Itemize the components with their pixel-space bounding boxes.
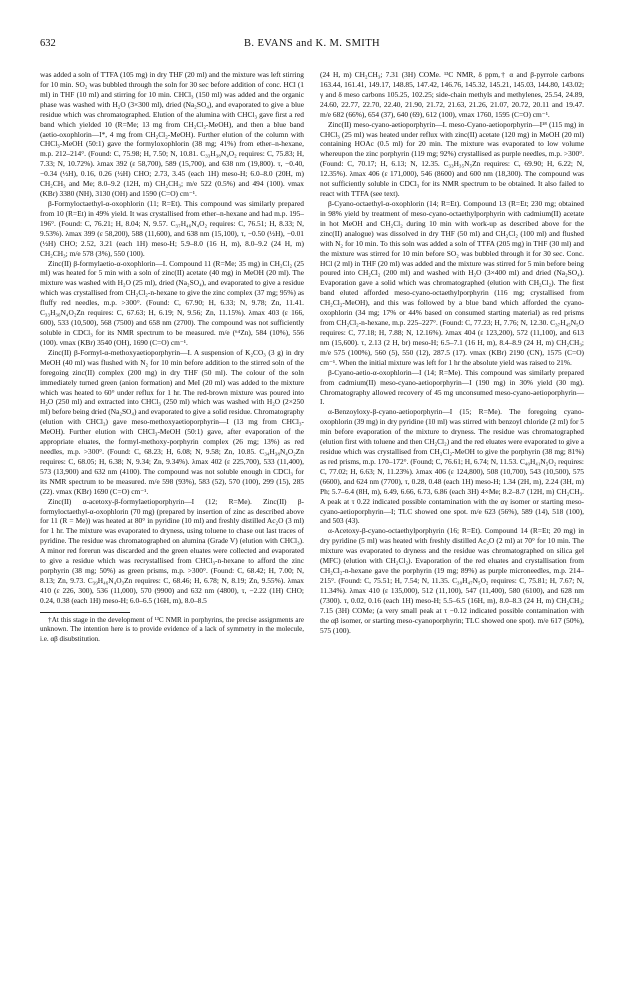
paragraph: α-Benzoyloxy-β-cyano-aetioporphyrin—I (15; R=Me). The foregoing cyano-oxophlorin (39 mg) in dry pyridine (10 ml) was stirred with benzoyl chloride (2 ml) for 5 min before evaporation of the mixture to dryness. The residue was chromatographed (elution first with toluene and then CH₂Cl₂) and the red eluates were evaporated to give a residue which was crystallised from CH₂Cl₂-MeOH to give the porphyrin (38 mg; 81%) as red prisms, m.p. 170–172°. (Found; C, 76.61; H, 6.74; N, 11.53. C₄₀H₄₁N₅O₂ requires: C, 77.02; H, 6.63; N, 11.23%). λmax 406 (ε 124,800), 508 (10,700), 543 (10,500), 575 (6600), and 624 nm (7700), τ, 0.28, 0.48 (each 1H) meso-H; 1.34 (2H, m), 2.24 (3H, m) Ph; 5.7–6.4 (8H, m), 6.49, 6.66, 6.73, 6.86 (each 3H) 4×Me; 8.2–8.7 (12H, m) CH₂CH₃. A peak at τ 0.22 indicated possible contamination with the αγ isomer or starting meso-cyano-aetioporphyrin—I; TLC showed one spot. m/e 623 (56%), 589 (14), 518 (100), and 503 (43). (320, 407, 584, 526)
two-column-body (40, 70, 584, 644)
footnote: †At this stage in the development of ¹³C NMR in porphyrins, the precise assignments are unknown. The intention here is to provide evidence of a lack of symmetry in the molecule, i.e. αβ disubstitution. (40, 615, 304, 643)
paragraph: Zinc(II) β-formylaetio-α-oxophlorin—I. Compound 11 (R=Me; 35 mg) in CH₂Cl₂ (25 ml) was heated for 5 min with a soln of zinc(II) acetate (40 mg) in MeOH (20 ml). The mixture was washed with H₂O (25 ml), dried (Na₂SO₄), and evaporated to give a residue which was crystallised from CH₂Cl₂-n-hexane to give the zinc complex (37 mg; 95%) as fluffy red needles, m.p. >300°. (Found: C, 67.90; H, 6.33; N, 9.78; Zn, 11.41. C₃₃H₃₆N₄O₂Zn requires: C, 67.63; H, 6.19; N, 9.56; Zn, 11.15%). λmax 403 (ε 166, 600), 533 (10,500), 568 (7500) and 658 nm (2700). The compound was not sufficiently soluble in CDCl₃ for its NMR spectrum to be measured. m/e (⁶⁴Zn), 584 (10%), 556 (100). νmax (KBr) 3540 (OH), 1690 (C=O) cm⁻¹. (40, 258, 304, 347)
page-header (40, 38, 584, 56)
paragraph: Zinc(II) β-Formyl-α-methoxyaetioporphyrin—I. A suspension of K₂CO₃ (3 g) in dry MeOH (40 ml) was flushed with N₂ for 10 min before addition to the stirred soln of the foregoing zinc(II) complex (200 mg) in dry THF (50 ml). The colour of the soln immediately turned green (anion formation) and MeI (20 ml) was added to the mixture which was heated to 60° under reflux for 1 hr. The red-brown mixture was poured into H₂O (250 ml) and extracted into CHCl₃ (250 ml) which was washed with H₂O (2×250 ml) before being dried (Na₂SO₄) and evaporated to give a solid residue. Chromatography (elution with CHCl₃) gave meso-methoxyaetioporphyrin—I (13 mg from CHCl₃-MeOH). Further elution with CHCl₃-MeOH (50:1) gave, after evaporation of the appropriate eluates, the formyl-methoxy-porphyrin complex (26 mg; 13%) as red needles, m.p. >300°. (Found: C, 68.23; H, 6.08; N, 9.58; Zn, 10.85. C₃₄H₃₈N₄O₂Zn requires: C, 68.05; H, 6.38; N, 9.34; Zn, 9.34%). λmax 402 (ε 225,700), 533 (11,400), 573 (13,900) and 632 nm (4100). The compound was not soluble enough in CDCl₃ for its NMR spectrum to be measured. m/e 598 (93%), 583 (52), 570 (100), 299 (15), 285 (22). νmax (KBr) 1690 (C=O) cm⁻¹. (40, 347, 304, 496)
paragraph: β-Formyloctaethyl-α-oxophlorin (11; R=Et). This compound was similarly prepared from 10 (R=Et) in 49% yield. It was crystallised from ether–n-hexane and had m.p. 195–196°. (Found: C, 76.21; H, 8.04; N, 9.57. C₃₇H₄₆N₄O₂ requires: C, 76.51; H, 8.33; N, 9.53%). λmax 399 (ε 58,200), 588 (11,600), and 638 nm (15,100), τ, −0.50 (½H), −0.01 (½H) CHO; 2.52, 3.21 (each 1H) meso-H; 5.9–8.0 (16 H, m), 8.0–9.2 (24 H, m) CH₂CH₃; m/e 578 (3%), 550 (100). (40, 198, 304, 258)
paragraph: Zinc(II) meso-cyano-aetioporphyrin—I. meso-Cyano-aetioporphyrin—I¹⁸ (115 mg) in CHCl₃ (25 ml) was heated under reflux with zinc(II) acetate (120 mg) in MeOH (20 ml) containing HOAc (0.5 ml) for 20 min. The mixture was evaporated to low volume whereupon the zinc porphyrin (119 mg; 92%) crystallised as purple needles, m.p. >300°. (Found: C, 70.17; H, 6.13; N, 12.35. C₃₃H₃₅N₅Zn requires: C, 69.90; H, 6.22; N, 12.35%). λmax 406 (ε 171,000), 546 (8600) and 600 nm (18,300). The compound was not sufficiently soluble in CDCl₃ for its NMR spectrum to be obtained. It also failed to react with TTFA (see text). (320, 119, 584, 199)
footnote-divider (40, 612, 130, 613)
right-column (320, 70, 584, 644)
paragraph: β-Cyano-octaethyl-α-oxophlorin (14; R=Et). Compound 13 (R=Et; 230 mg; obtained in 98% yield by treatment of meso-cyano-octaethylporphyrin with cadmium(II) acetate in hot MeOH and CH₂Cl₂ during 10 min with work-up as described above for the zinc(II) analogue) was dissolved in dry THF (50 ml) and CH₂Cl₂ (100 ml) and flushed with N₂ for 10 min. To this soln was added a soln of TTFA (205 mg) in THF (30 ml) and the mixture was stirred for 10 min before SO₂ was bubbled through it for 30 sec. Conc. HCl (2 ml) in THF (20 ml) was added and the mixture was stirred for 5 min before being poured into CH₂Cl₂ (200 ml) and washed with H₂O (3×400 ml) and dried (Na₂SO₄). Evaporation gave a solid which was chromatographed (elution with CH₂Cl₂). The first band eluted afforded meso-cyano-octaethylporphyrin (116 mg; crystallised from CH₂Cl₂-MeOH), and this was followed by a blue band which afforded the cyano-oxophlorin (34 mg; 17% or 44% based on consumed starting material) as red prisms from CH₂Cl₂-n-hexane, m.p. 225–227°. (Found: C, 77.23; H, 7.76; N, 12.30. C₃₇H₄₅N₅O requires: C, 77.18; H, 7.88; N, 12.16%). λmax 404 (ε 123,200), 572 (11,100), and 613 nm (15,600). τ, 2.13 (2 H, br) meso-H; 6.5–7.1 (16 H, m), 8.4–8.9 (24 H, m) CH₂CH₃; m/e 575 (100%), 560 (5), 550 (12), 287.5 (17). νmax (KBr) 2190 (CN), 1575 (C=O) cm⁻¹. When the initial mixture was left for 1 hr the absolute yield was raised to 21%. (320, 198, 584, 367)
paragraph: α-Acetoxy-β-cyano-octaethylporphyrin (16; R=Et). Compound 14 (R=Et; 20 mg) in dry pyridine (5 ml) was heated with freshly distilled Ac₂O (2 ml) at 70° for 10 min. The mixture was evaporated to dryness and the residue was chromatographed on silica gel (MFC) (elution with CH₂Cl₂). Evaporation of the red eluates and crystallisation from CH₂Cl₂-n-hexane gave the porphyrin (19 mg; 89%) as purple microneedles, m.p. 214–215°. (Found: C, 75.51; H, 7.54; N, 11.35. C₃₉H₄₇N₅O₂ requires: C, 75.81; H, 7.67; N, 11.34%). λmax 410 (ε 135,000), 512 (11,100), 547 (11,400), 580 (6100), and 628 nm (7300). τ, 0.02, 0.16 (each 1H) meso-H; 5.5–6.5 (16H, m), 8.0–8.3 (24 H, m) CH₂CH₃; 7.15 (3H) COMe; (a very small peak at τ −0.12 indicated possible contamination with the αβ isomer, or starting meso-cyanoporphyrin; TLC showed one spot). m/e 617 (50%), 575 (100). (320, 526, 584, 635)
paragraph: β-Cyano-aetio-α-oxophlorin—I (14; R=Me). This compound was similarly prepared from cadmium(II) meso-cyano-aetioporphyrin—I (190 mg) in 30% yield (30 mg). Chromatography allowed recovery of 45 mg unconsumed meso-cyano-aetioporphyrin—I. (320, 367, 584, 407)
page-number: 632 (40, 38, 56, 49)
paragraph: was added a soln of TTFA (105 mg) in dry THF (20 ml) and the mixture was left stirring for 10 min. SO₂ was bubbled through the soln for 30 sec before addition of conc. HCl (1 ml) in THF (10 ml) and stirring for 10 min. CHCl₃ (150 ml) was added and the organic phase was washed with H₂O (3×300 ml), dried (Na₂SO₄), and evaporated to give a blue residue which was chromatographed. Elution of the alumina with CHCl₃ gave first a red band which yielded 10 (R=Me; 13 mg from CH₂Cl₂-MeOH), and then a blue band (aetio-oxophlorin—I*, 4 mg from CH₂Cl₂-MeOH). Further elution of the column with CHCl₃-MeOH (50:1) gave the formyloxophlorin (38 mg; 41%) from ether–n-hexane, m.p. 212–214°. (Found: C, 75.98; H, 7.50; N, 10.81. C₃₃H₃₈N₄O₂ requires: C, 75.83; H, 7.33; N, 10.72%). λmax 392 (ε 58,700), 589 (15,700), and 638 nm (19,800). τ, −0.40, −0.34 (½H), 0.16, 0.26 (½H) CHO; 2.73, 3.45 (each 1H) meso-H; 6.0–8.0 (20H, m) CH₂CH₃ and Me; 8.0–9.2 (12H, m) CH₂CH₃; m/e 522 (0.5%) and 494 (100). νmax (KBr) 3380 (NH), 3130 (OH) and 1590 (C=O) cm⁻¹. (40, 70, 304, 199)
paragraph: Zinc(II) α-acetoxy-β-formylaetioporphyrin—I (12; R=Me). Zinc(II) β-formyloctaethyl-α-oxophlorin (70 mg) (prepared by insertion of zinc as described above for 11 (R = Me)) was heated at 80° in pyridine (10 ml) and freshly distilled Ac₂O (3 ml) for 1 hr. The mixture was evaporated to dryness, using toluene to chase out last traces of pyridine. The residue was chromatographed on alumina (Grade V) (elution with CHCl₃). A minor red forerun was discarded and the green eluates were collected and evaporated to give a residue which was recrystallised from CHCl₃-n-hexane to afford the zinc porphyrin (38 mg; 50%) as green prisms, m.p. >300°. (Found: C, 68.42; H, 7.00; N, 8.13; Zn, 9.73. C₃₉H₄₆N₄O₃Zn requires: C, 68.46; H, 6.78; N, 8.19; Zn, 9.55%). λmax 410 (ε 226, 300), 536 (11,000), 570 (9900) and 632 nm (4800), τ, −2.22 (1H) CHO; 0.24, 0.38 (each 1H) meso-H; 6.0–6.5 (16H, m), 8.0–8.5 (40, 496, 304, 605)
running-title: B. EVANS and K. M. SMITH (244, 38, 380, 49)
paragraph: (24 H, m) CH₂CH₃; 7.31 (3H) COMe. ¹³C NMR, δ ppm,† α and β-pyrrole carbons 163.44, 161.41, 149.17, 148.85, 147.42, 146.76, 145.32, 145.21, 145.03, 144.80, 143.02; γ and δ meso carbons 105.25, 102.25; side-chain methyls and methylenes, 25.54, 24.89, 24.60, 22.77, 22.70, 22.40, 21.90, 21.72, 21.63, 21.26, 21.07, 20.72, 20.11 and 19.47. m/e 682 (66%), 654 (37), 640 (69), 612 (100), νmax 1760, 1595 (C=O) cm⁻¹. (320, 70, 584, 119)
left-column (40, 70, 304, 644)
